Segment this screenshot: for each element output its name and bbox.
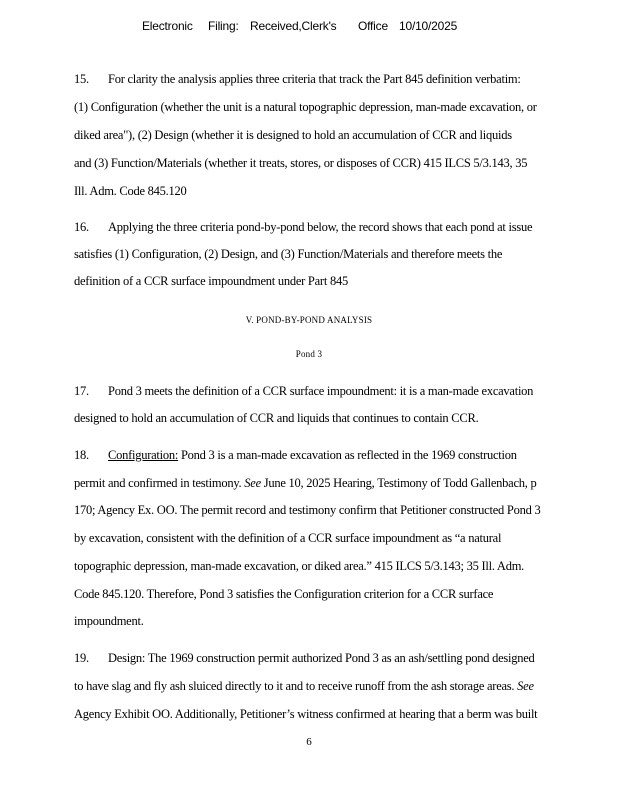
paragraph-18-line-1: 18. Configuration: Pond 3 is a man-made excavation as reflected in the 1969 construction — [74, 448, 517, 462]
header-received: Received,Clerk's — [250, 19, 337, 33]
paragraph-17-line-1: 17. Pond 3 meets the definition of a CCR surface impoundment: it is a man-made excavation — [74, 384, 534, 398]
paragraph-number: 19. — [74, 651, 89, 665]
see-signal: See — [244, 476, 261, 490]
paragraph-15-line-1: 15. For clarity the analysis applies three criteria that track the Part 845 definition verbatim: — [74, 72, 521, 86]
paragraph-15-line-3: diked area"), (2) Design (whether it is designed to hold an accumulation of CCR and liquids — [74, 128, 512, 142]
paragraph-18-line-6: Code 845.120. Therefore, Pond 3 satisfies the Configuration criterion for a CCR surface — [74, 587, 494, 601]
paragraph-18-line-3: 170; Agency Ex. OO. The permit record and testimony confirm that Petitioner constructed Pond 3 — [74, 503, 541, 517]
section-heading: V. POND-BY-POND ANALYSIS — [245, 315, 373, 325]
header-date: 10/10/2025 — [399, 19, 458, 33]
configuration-heading: Configuration: — [108, 448, 179, 462]
paragraph-15-line-4: and (3) Function/Materials (whether it treats, stores, or disposes of CCR) 415 ILCS 5/3.143, 35 — [74, 156, 528, 170]
paragraph-number: 18. — [74, 448, 89, 462]
paragraph-number: 16. — [74, 220, 89, 234]
paragraph-16-line-3: definition of a CCR surface impoundment under Part 845 — [74, 274, 348, 288]
header-electronic: Electronic — [142, 19, 193, 33]
paragraph-19-line-3: Agency Exhibit OO. Additionally, Petitioner’s witness confirmed at hearing that a berm was built — [74, 707, 538, 721]
paragraph-17-line-2: designed to hold an accumulation of CCR and liquids that continues to contain CCR. — [74, 411, 479, 425]
paragraph-15-line-2: (1) Configuration (whether the unit is a natural topographic depression, man-made excavation, or — [74, 100, 537, 114]
paragraph-number: 17. — [74, 384, 89, 398]
paragraph-18-line-5: topographic depression, man-made excavation, or diked area.” 415 ILCS 5/3.143; 35 Ill. Adm. — [74, 559, 525, 573]
paragraph-16-line-2: satisfies (1) Configuration, (2) Design, and (3) Function/Materials and therefore meets the — [74, 247, 503, 261]
design-heading: Design: — [108, 651, 146, 665]
header-filing: Filing: — [208, 19, 239, 33]
paragraph-18-line-4: by excavation, consistent with the definition of a CCR surface impoundment as “a natural — [74, 531, 502, 545]
paragraph-18-line-7: impoundment. — [74, 614, 144, 628]
section-subheading: Pond 3 — [295, 349, 323, 359]
see-signal: See — [517, 679, 534, 693]
page-number: 6 — [306, 736, 312, 748]
paragraph-18-line-2: permit and confirmed in testimony. See June 10, 2025 Hearing, Testimony of Todd Gallenbach, p — [74, 476, 537, 490]
paragraph-number: 15. — [74, 72, 89, 86]
paragraph-19-line-2: to have slag and fly ash sluiced directly to it and to receive runoff from the ash storage areas. See — [74, 679, 534, 693]
header-office: Office — [358, 19, 388, 33]
paragraph-15-line-5: Ill. Adm. Code 845.120 — [74, 184, 187, 198]
paragraph-19-line-1: 19. Design: The 1969 construction permit authorized Pond 3 as an ash/settling pond designed — [74, 651, 535, 665]
paragraph-16-line-1: 16. Applying the three criteria pond-by-pond below, the record shows that each pond at issue — [74, 220, 533, 234]
